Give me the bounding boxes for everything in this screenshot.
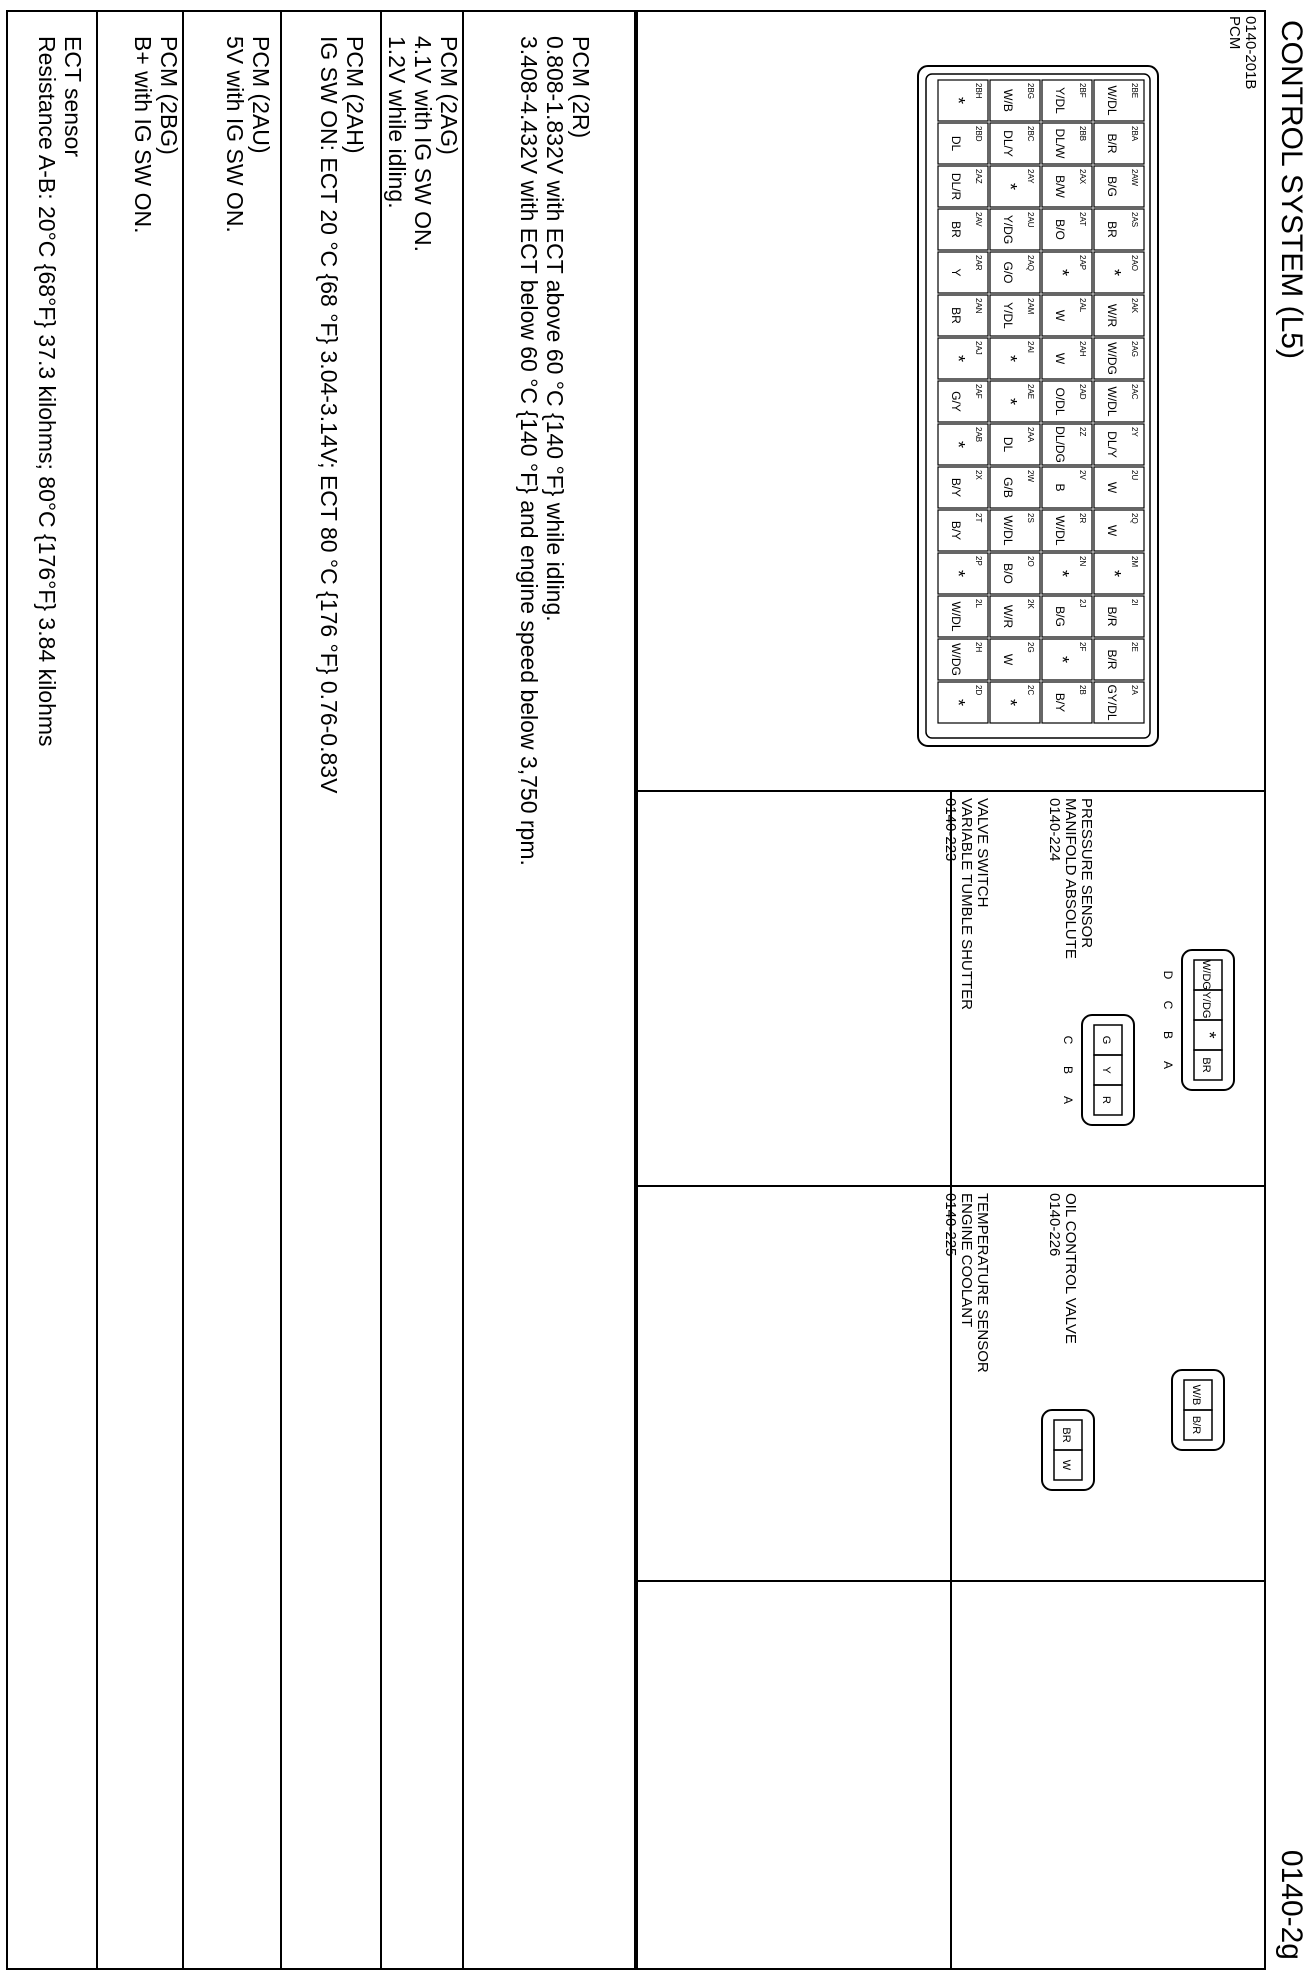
pcm-pin-number: 2AA xyxy=(1026,427,1035,443)
pcm-pin-wire: * xyxy=(1104,569,1124,578)
pcm-pin-2m xyxy=(1094,553,1144,594)
pcm-pin-number: 2AE xyxy=(1026,384,1035,400)
connector-pin-wire: Y/DG xyxy=(1200,991,1212,1019)
pcm-pin-2x xyxy=(938,467,988,508)
pcm-pin-2u xyxy=(1094,467,1144,508)
spec-2r-title: PCM (2R) xyxy=(568,36,594,139)
row-separator-5 xyxy=(96,10,98,1970)
spec-2ah-title: PCM (2AH) xyxy=(342,36,368,154)
pcm-pin-number: 2AL xyxy=(1078,298,1087,313)
connector-pin-label: C xyxy=(1161,1000,1175,1010)
pcm-pin-2bb xyxy=(1042,123,1092,164)
pcm-pin-2v xyxy=(1042,467,1092,508)
pcm-pin-number: 2AJ xyxy=(974,341,983,355)
pcm-pin-number: 2S xyxy=(1026,513,1035,523)
pcm-pin-wire: W/DG xyxy=(949,643,963,676)
spec-2au-line1: 5V with IG SW ON. xyxy=(222,36,248,233)
pcm-pin-2am xyxy=(990,295,1040,336)
pcm-pin-2ap xyxy=(1042,252,1092,293)
pcm-pin-2y xyxy=(1094,424,1144,465)
pcm-pin-number: 2AY xyxy=(1026,169,1035,184)
pcm-pin-wire: * xyxy=(1000,354,1020,363)
pcm-pin-number: 2AV xyxy=(974,212,983,227)
spec-2r-line1: 0.808-1.832V with ECT above 60 °C {140 °F} while idling. xyxy=(542,36,568,622)
connector-223-code: 0140-223 xyxy=(942,798,959,862)
pcm-pin-2ba xyxy=(1094,123,1144,164)
pcm-pin-wire: * xyxy=(948,698,968,707)
row-separator-4 xyxy=(182,10,184,1970)
pcm-pin-number: 2K xyxy=(1026,599,1035,609)
pcm-pin-wire: * xyxy=(1052,569,1072,578)
pcm-pin-wire: B/Y xyxy=(949,520,963,541)
pcm-pin-2c xyxy=(990,682,1040,723)
pcm-pin-2ag xyxy=(1094,338,1144,379)
pcm-pin-wire: B/Y xyxy=(949,477,963,498)
pcm-pin-number: 2Y xyxy=(1130,427,1139,437)
pcm-pin-number: 2BE xyxy=(1130,83,1139,99)
connector-pin-wire: BR xyxy=(1060,1427,1072,1443)
connector-226-name-1: OIL CONTROL VALVE xyxy=(1062,1193,1079,1344)
pcm-pin-number: 2AU xyxy=(1026,212,1035,228)
pcm-pin-wire: W xyxy=(1105,524,1119,537)
pcm-pin-wire: BR xyxy=(1105,221,1119,238)
pcm-pin-2b xyxy=(1042,682,1092,723)
pcm-pin-number: 2AP xyxy=(1078,255,1087,271)
connector-224-name-1: MANIFOLD ABSOLUTE xyxy=(1062,798,1079,959)
pcm-pin-number: 2D xyxy=(974,685,983,696)
pcm-pin-wire: DL/W xyxy=(1053,128,1067,159)
pcm-pin-wire: B/G xyxy=(1105,176,1119,197)
pcm-pin-number: 2J xyxy=(1078,599,1087,608)
connector-pin-wire: Y xyxy=(1100,1066,1112,1074)
pcm-name: PCM xyxy=(1226,16,1243,50)
pcm-pin-wire: DL/Y xyxy=(1105,431,1119,458)
pcm-pin-number: 2L xyxy=(974,599,983,608)
pcm-pin-wire: GY/DL xyxy=(1105,684,1119,721)
pcm-pin-2bc xyxy=(990,123,1040,164)
pcm-pin-wire: * xyxy=(1052,655,1072,664)
pcm-pin-2w xyxy=(990,467,1040,508)
pcm-pin-2an xyxy=(938,295,988,336)
pcm-pin-number: 2AW xyxy=(1130,169,1139,187)
pcm-pin-number: 2BF xyxy=(1078,83,1087,98)
pcm-pin-2i xyxy=(1094,596,1144,637)
pcm-pin-number: 2E xyxy=(1130,642,1139,652)
pcm-pin-2bg xyxy=(990,80,1040,121)
pcm-pin-number: 2I xyxy=(1130,599,1139,606)
pcm-pin-number: 2BA xyxy=(1130,126,1139,142)
pcm-pin-2aa xyxy=(990,424,1040,465)
spec-2bg-title: PCM (2BG) xyxy=(156,36,182,155)
connector-pin-label: D xyxy=(1161,970,1175,980)
pcm-pin-number: 2V xyxy=(1078,470,1087,480)
pcm-pin-2az xyxy=(938,166,988,207)
pcm-pin-2aw xyxy=(1094,166,1144,207)
oil-control-valve-connector xyxy=(1132,1350,1252,1470)
pcm-pin-number: 2F xyxy=(1078,642,1087,652)
pcm-pin-number: 2P xyxy=(974,556,983,566)
pcm-pin-wire: B/O xyxy=(1053,219,1067,240)
connector-223-name-2: VALVE SWITCH xyxy=(974,798,991,908)
pcm-pin-2ax xyxy=(1042,166,1092,207)
pcm-pin-wire: * xyxy=(948,96,968,105)
pcm-pin-number: 2W xyxy=(1026,470,1035,482)
pcm-pin-2as xyxy=(1094,209,1144,250)
connector-pin-wire: G xyxy=(1100,1035,1112,1045)
pcm-pin-wire: W/R xyxy=(1105,303,1119,328)
pcm-pin-number: 2AK xyxy=(1130,298,1139,314)
pcm-pin-wire: G/B xyxy=(1001,477,1015,498)
pcm-pin-2t xyxy=(938,510,988,551)
spec-2ag-line2: 1.2V while idling. xyxy=(384,36,410,209)
pcm-pin-2k xyxy=(990,596,1040,637)
pcm-pin-wire: W/DL xyxy=(1105,85,1119,116)
pcm-pin-2ar xyxy=(938,252,988,293)
pcm-pin-2ae xyxy=(990,381,1040,422)
pcm-pin-wire: W/B xyxy=(1001,89,1015,112)
spec-2bg-line1: B+ with IG SW ON. xyxy=(130,36,156,234)
pcm-pin-number: 2B xyxy=(1078,685,1087,695)
pcm-pin-wire: B/Y xyxy=(1053,692,1067,713)
pcm-pin-wire: W/R xyxy=(1001,604,1015,629)
pcm-pin-number: 2AN xyxy=(974,298,983,314)
pcm-pin-wire: Y/DL xyxy=(1001,302,1015,329)
spec-2ag-title: PCM (2AG) xyxy=(436,36,462,155)
pcm-pin-2ac xyxy=(1094,381,1144,422)
pcm-pin-wire: B/R xyxy=(1105,649,1119,670)
pcm-pin-number: 2T xyxy=(974,513,983,523)
pcm-pin-2g xyxy=(990,639,1040,680)
pcm-pin-2ab xyxy=(938,424,988,465)
pcm-connector-diagram xyxy=(914,60,1164,750)
spec-2ah-line1: IG SW ON: ECT 20 °C {68 °F} 3.04-3.14V; ECT 80 °C {176 °F} 0.76-0.83V xyxy=(316,36,342,794)
pcm-pin-number: 2AX xyxy=(1078,169,1087,185)
connector-pin-label: C xyxy=(1061,1035,1075,1045)
spec-ect-line1: Resistance A-B: 20°C {68°F} 37.3 kilohms; 80°C {176°F} 3.84 kilohms xyxy=(34,36,60,747)
row-separator-2 xyxy=(380,10,382,1970)
pcm-pin-number: 2AH xyxy=(1078,341,1087,357)
pcm-pin-number: 2BC xyxy=(1026,126,1035,142)
pcm-pin-wire: B/R xyxy=(1105,606,1119,627)
pcm-pin-number: 2AO xyxy=(1130,255,1139,272)
pcm-pin-2ai xyxy=(990,338,1040,379)
pcm-pin-2be xyxy=(1094,80,1144,121)
pcm-pin-2bd xyxy=(938,123,988,164)
connector-pin-wire: B/R xyxy=(1190,1415,1202,1435)
spec-2ag-line1: 4.1V with IG SW ON. xyxy=(410,36,436,252)
pcm-pin-wire: DL xyxy=(949,135,963,152)
pcm-pin-wire: W/DL xyxy=(1053,515,1067,546)
connector-pin-label: A xyxy=(1161,1060,1175,1070)
row-separator-3 xyxy=(280,10,282,1970)
pcm-pin-wire: B/G xyxy=(1053,606,1067,627)
connector-pin-label: B xyxy=(1161,1030,1175,1040)
pcm-pin-number: 2AM xyxy=(1026,298,1035,315)
pcm-pin-wire: DL xyxy=(1001,436,1015,453)
pcm-pin-wire: W xyxy=(1053,309,1067,322)
map-sensor-connector xyxy=(1122,920,1262,1120)
connector-224-code: 0140-224 xyxy=(1046,798,1063,862)
pcm-pin-number: 2AQ xyxy=(1026,255,1035,272)
pcm-pin-wire: W/DL xyxy=(1001,515,1015,546)
pcm-pin-wire: * xyxy=(1000,698,1020,707)
pcm-pin-number: 2C xyxy=(1026,685,1035,696)
pcm-pin-wire: * xyxy=(1052,268,1072,277)
pcm-pin-number: 2H xyxy=(974,642,983,653)
pcm-pin-wire: G/O xyxy=(1001,261,1015,284)
pcm-pin-2ay xyxy=(990,166,1040,207)
pcm-pin-2a xyxy=(1094,682,1144,723)
pcm-pin-number: 2M xyxy=(1130,556,1139,568)
pcm-pin-wire: Y xyxy=(949,268,963,277)
pcm-pin-number: 2AF xyxy=(974,384,983,399)
pcm-pin-wire: * xyxy=(1000,397,1020,406)
pcm-pin-2ao xyxy=(1094,252,1144,293)
pcm-pin-2z xyxy=(1042,424,1092,465)
pcm-pin-wire: BR xyxy=(949,221,963,238)
pcm-pin-2r xyxy=(1042,510,1092,551)
pcm-pin-2j xyxy=(1042,596,1092,637)
pcm-pin-wire: W/DG xyxy=(1105,342,1119,375)
connector-pin-wire: W/DG xyxy=(1200,960,1212,990)
pcm-pin-number: 2AG xyxy=(1130,341,1139,358)
pcm-pin-number: 2AT xyxy=(1078,212,1087,227)
pcm-pin-wire: B/W xyxy=(1053,175,1067,198)
pcm-pin-wire: W xyxy=(1053,352,1067,365)
pcm-pin-2h xyxy=(938,639,988,680)
pcm-pin-wire: W xyxy=(1105,481,1119,494)
connector-pin-wire: * xyxy=(1199,1031,1219,1039)
pcm-pin-2aj xyxy=(938,338,988,379)
pcm-pin-2aq xyxy=(990,252,1040,293)
pcm-pin-wire: W xyxy=(1001,653,1015,666)
pcm-pin-2q xyxy=(1094,510,1144,551)
pcm-pin-2o xyxy=(990,553,1040,594)
pcm-pin-wire: W/DL xyxy=(949,601,963,632)
pcm-pin-2d xyxy=(938,682,988,723)
pcm-pin-wire: B/O xyxy=(1001,563,1015,584)
connector-pin-wire: W xyxy=(1060,1459,1072,1471)
ect-sensor-connector xyxy=(1002,1390,1122,1510)
panel-divider-h xyxy=(950,790,952,1970)
connector-225-code: 0140-225 xyxy=(942,1193,959,1257)
pcm-pin-2ak xyxy=(1094,295,1144,336)
page-title: CONTROL SYSTEM (L5) xyxy=(1275,20,1308,359)
connector-224-name-2: PRESSURE SENSOR xyxy=(1078,798,1095,949)
pcm-pin-number: 2AZ xyxy=(974,169,983,184)
pcm-pin-wire: * xyxy=(1000,182,1020,191)
pcm-pin-wire: W/DL xyxy=(1105,386,1119,417)
pcm-pin-number: 2AC xyxy=(1130,384,1139,400)
pcm-pin-wire: DL/R xyxy=(949,172,963,201)
pcm-pin-2al xyxy=(1042,295,1092,336)
spec-ect-title: ECT sensor xyxy=(60,36,86,158)
pcm-pin-number: 2Z xyxy=(1078,427,1087,437)
pcm-pin-number: 2AB xyxy=(974,427,983,443)
pcm-pin-number: 2R xyxy=(1078,513,1087,524)
pcm-pin-wire: * xyxy=(948,440,968,449)
pcm-pin-wire: G/Y xyxy=(949,391,963,412)
pcm-pin-2af xyxy=(938,381,988,422)
pcm-pin-number: 2O xyxy=(1026,556,1035,567)
connector-225-name-1: ENGINE COOLANT xyxy=(958,1193,975,1328)
pcm-pin-wire: DL/DG xyxy=(1053,426,1067,463)
pcm-pin-wire: Y/DL xyxy=(1053,87,1067,114)
pcm-pin-wire: DL/Y xyxy=(1001,130,1015,157)
pcm-pin-2at xyxy=(1042,209,1092,250)
pcm-pin-2p xyxy=(938,553,988,594)
pcm-pin-number: 2BB xyxy=(1078,126,1087,142)
pcm-pin-2au xyxy=(990,209,1040,250)
pcm-pin-wire: BR xyxy=(949,307,963,324)
pcm-code: 0140-201B xyxy=(1242,16,1259,90)
spec-2au-title: PCM (2AU) xyxy=(248,36,274,154)
page-number: 0140-2g xyxy=(1275,1849,1308,1960)
pcm-pin-2e xyxy=(1094,639,1144,680)
connector-pin-wire: W/B xyxy=(1190,1384,1202,1406)
pcm-pin-2ad xyxy=(1042,381,1092,422)
pcm-pin-number: 2AI xyxy=(1026,341,1035,354)
pcm-pin-number: 2BH xyxy=(974,83,983,99)
row-separator-1 xyxy=(462,10,464,1970)
pcm-pin-wire: O/DL xyxy=(1053,387,1067,416)
connector-pin-label: B xyxy=(1061,1065,1075,1075)
pcm-pin-number: 2A xyxy=(1130,685,1139,695)
connector-226-code: 0140-226 xyxy=(1046,1193,1063,1257)
pcm-pin-number: 2BD xyxy=(974,126,983,142)
pcm-pin-number: 2AD xyxy=(1078,384,1087,400)
pcm-pin-2n xyxy=(1042,553,1092,594)
pcm-pin-number: 2BG xyxy=(1026,83,1035,100)
pcm-pin-2ah xyxy=(1042,338,1092,379)
pcm-pin-number: 2X xyxy=(974,470,983,480)
pcm-pin-number: 2N xyxy=(1078,556,1087,567)
spec-2r-line2: 3.408-4.432V with ECT below 60 °C {140 °F} and engine speed below 3,750 rpm. xyxy=(516,36,542,866)
connector-pin-label: A xyxy=(1061,1095,1075,1105)
pcm-pin-2s xyxy=(990,510,1040,551)
pcm-pin-number: 2AS xyxy=(1130,212,1139,228)
pcm-pin-number: 2AR xyxy=(974,255,983,271)
pcm-pin-2bf xyxy=(1042,80,1092,121)
pcm-pin-number: 2U xyxy=(1130,470,1139,481)
pcm-pin-number: 2Q xyxy=(1130,513,1139,524)
connector-223-name-1: VARIABLE TUMBLE SHUTTER xyxy=(958,798,975,1010)
pcm-pin-2av xyxy=(938,209,988,250)
pcm-pin-wire: * xyxy=(948,569,968,578)
pcm-pin-number: 2G xyxy=(1026,642,1035,653)
pcm-pin-wire: Y/DG xyxy=(1001,214,1015,245)
pcm-pin-2bh xyxy=(938,80,988,121)
pcm-pin-wire: B xyxy=(1053,483,1067,492)
pcm-pin-2l xyxy=(938,596,988,637)
pcm-pin-2f xyxy=(1042,639,1092,680)
pcm-pin-wire: * xyxy=(1104,268,1124,277)
connector-225-name-2: TEMPERATURE SENSOR xyxy=(974,1193,991,1373)
connector-pin-wire: R xyxy=(1100,1096,1112,1104)
connector-pin-wire: BR xyxy=(1200,1057,1212,1073)
pcm-pin-wire: * xyxy=(948,354,968,363)
pcm-pin-wire: B/R xyxy=(1105,133,1119,154)
